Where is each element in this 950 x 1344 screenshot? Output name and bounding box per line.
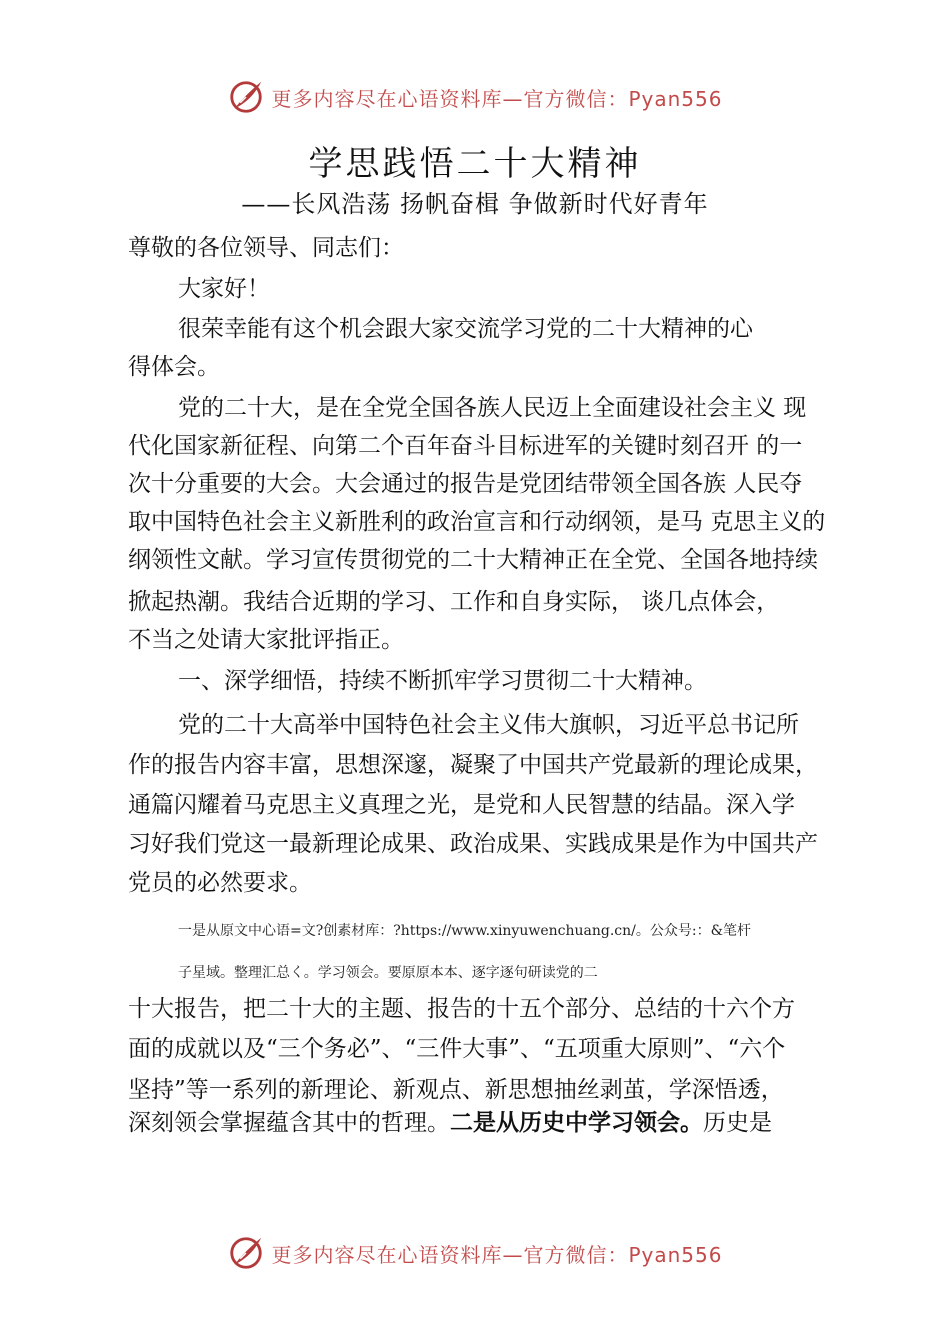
- last-line-normal: 深刻领会掌握蕴含其中的哲理。: [128, 1110, 450, 1136]
- paragraph-line: 作的报告内容丰富，思想深邃，凝聚了中国共产党最新的理论成果，: [128, 752, 818, 778]
- paragraph-line: 纲领性文献。学习宣传贯彻党的二十大精神正在全党、全国各地持续: [128, 547, 818, 573]
- paragraph-line: 党的二十大高举中国特色社会主义伟大旗帜，习近平总书记所: [178, 712, 799, 738]
- inserted-source-note: 子星域。整理汇总く。学习领会。要原原本本、逐字逐句研读党的二: [178, 965, 598, 981]
- inserted-source-note: 一是从原文中心语=文?创素材库：?https://www.xinyuwenchuang.cn/。公众号:：&笔杆: [178, 923, 752, 939]
- quill-logo-icon: [227, 1234, 265, 1272]
- paragraph-line: 得体会。: [128, 354, 220, 380]
- document-subtitle: ——长风浩荡 扬帆奋楫 争做新时代好青年: [241, 190, 709, 218]
- paragraph-line: 面的成就以及“三个务必”、“三件大事”、“五项重大原则”、“六个: [128, 1036, 786, 1062]
- footer-banner-text: 更多内容尽在心语资料库—官方微信：Pyan556: [271, 1242, 723, 1267]
- bold-emphasis: 二是从历史中学习领会。: [450, 1110, 703, 1136]
- paragraph-line: 通篇闪耀着马克思主义真理之光，是党和人民智慧的结晶。深入学: [128, 792, 795, 818]
- paragraph-line: 不当之处请大家批评指正。: [128, 627, 404, 653]
- document-title: 学思践悟二十大精神: [308, 144, 642, 184]
- header-banner: [0, 72, 950, 122]
- paragraph-line: 坚持”等一系列的新理论、新观点、新思想抽丝剥茧，学深悟透，: [128, 1077, 784, 1103]
- section-heading: 一、深学细悟，持续不断抓牢学习贯彻二十大精神。: [178, 668, 707, 694]
- paragraph-line: 代化国家新征程、向第二个百年奋斗目标进军的关键时刻召开 的一: [128, 433, 803, 459]
- last-line-tail: 历史是: [703, 1110, 772, 1136]
- paragraph-line: 习好我们党这一最新理论成果、政治成果、实践成果是作为中国共产: [128, 831, 818, 857]
- paragraph-line: 很荣幸能有这个机会跟大家交流学习党的二十大精神的心: [178, 316, 753, 342]
- quill-logo-icon: [227, 78, 265, 116]
- paragraph-line-last: [128, 1104, 772, 1137]
- paragraph-line: 掀起热潮。我结合近期的学习、工作和自身实际， 谈几点体会，: [128, 589, 780, 615]
- paragraph-line: 取中国特色社会主义新胜利的政治宣言和行动纲领，是马 克思主义的: [128, 509, 826, 535]
- greeting: 大家好！: [178, 276, 270, 302]
- paragraph-line: 十大报告，把二十大的主题、报告的十五个部分、总结的十六个方: [128, 996, 795, 1022]
- salutation: 尊敬的各位领导、同志们：: [128, 235, 404, 261]
- paragraph-line: 党员的必然要求。: [128, 870, 312, 896]
- header-banner-text: 更多内容尽在心语资料库—官方微信：Pyan556: [271, 86, 723, 111]
- paragraph-line: 党的二十大，是在全党全国各族人民迈上全面建设社会主义 现: [178, 395, 807, 421]
- footer-banner: [0, 1228, 950, 1278]
- paragraph-line: 次十分重要的大会。大会通过的报告是党团结带领全国各族 人民夺: [128, 471, 803, 497]
